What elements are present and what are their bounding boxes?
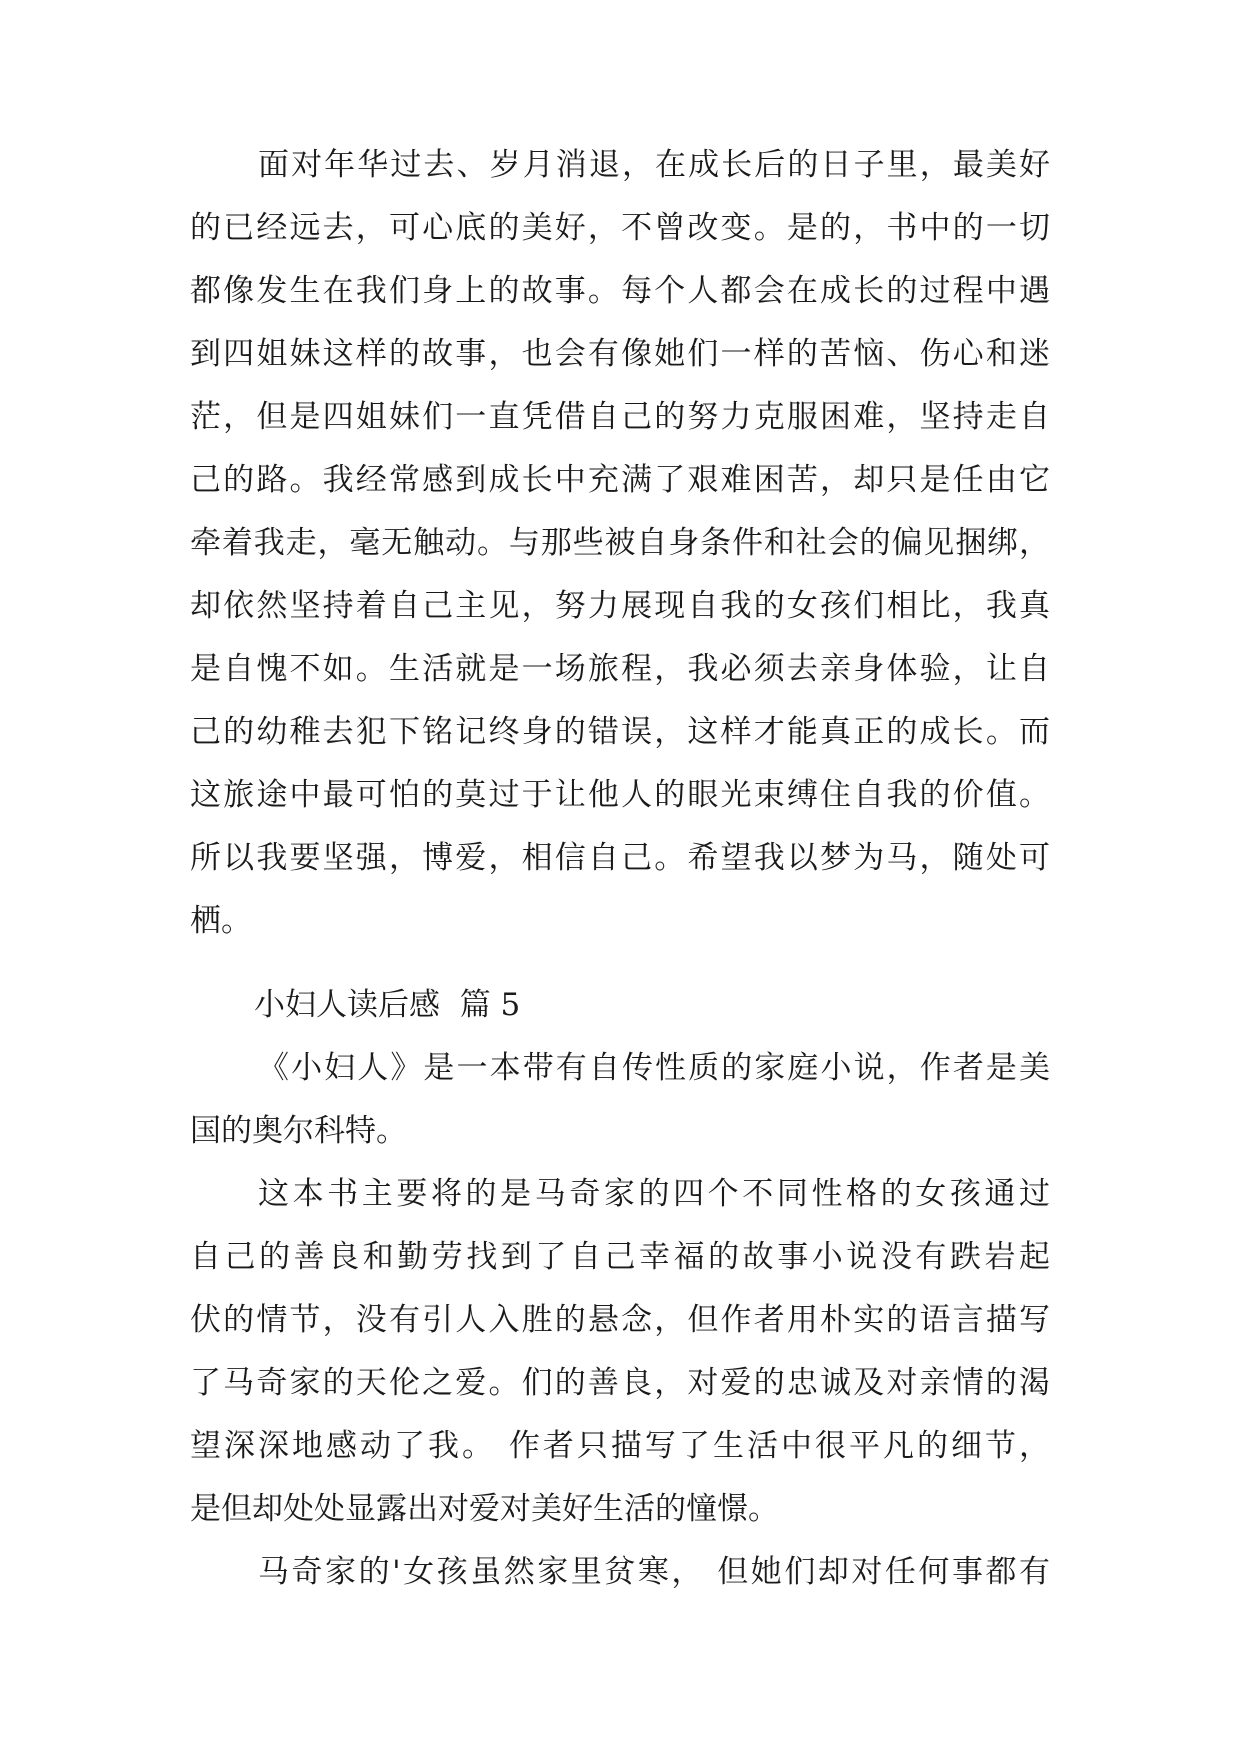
paragraph-3	[190, 1163, 1050, 1541]
text-line: 了马奇家的天伦之爱。们的善良，对爱的忠诚及对亲情的渴	[190, 1365, 1050, 1401]
text-line: 己的幼稚去犯下铭记终身的错误，这样才能真正的成长。而	[190, 714, 1050, 750]
text-line: 的已经远去，可心底的美好，不曾改变。是的，书中的一切	[190, 210, 1050, 246]
text-line: 马奇家的'女孩虽然家里贫寒， 但她们却对任何事都有	[258, 1554, 1050, 1590]
text-line: 望深深地感动了我。 作者只描写了生活中很平凡的细节，	[190, 1428, 1050, 1464]
text-line: 己的路。我经常感到成长中充满了艰难困苦，却只是任由它	[190, 462, 1050, 498]
text-line: 牵着我走，毫无触动。与那些被自身条件和社会的偏见捆绑，	[190, 525, 1050, 561]
text-line: 栖。	[190, 903, 252, 939]
text-line: 面对年华过去、岁月消退，在成长后的日子里，最美好	[258, 147, 1050, 183]
paragraph-4	[190, 1541, 1050, 1604]
text-line: 是但却处处显露出对爱对美好生活的憧憬。	[190, 1491, 779, 1527]
text-line: 所以我要坚强，博爱，相信自己。希望我以梦为马，随处可	[190, 840, 1050, 876]
text-line: 这旅途中最可怕的莫过于让他人的眼光束缚住自我的价值。	[190, 777, 1050, 813]
text-line: 国的奥尔科特。	[190, 1113, 407, 1149]
text-line: 却依然坚持着自己主见，努力展现自我的女孩们相比，我真	[190, 588, 1050, 624]
text-line: 《小妇人》是一本带有自传性质的家庭小说，作者是美	[258, 1050, 1050, 1086]
text-line: 是自愧不如。生活就是一场旅程，我必须去亲身体验，让自	[190, 651, 1050, 687]
text-line: 茫，但是四姐妹们一直凭借自己的努力克服困难，坚持走自	[190, 399, 1050, 435]
heading-text: 小妇人读后感 篇 5	[254, 987, 521, 1023]
text-line: 自己的善良和勤劳找到了自己幸福的故事小说没有跌岩起	[190, 1239, 1050, 1275]
text-line: 伏的情节，没有引人入胜的悬念，但作者用朴实的语言描写	[190, 1302, 1050, 1338]
paragraph-1	[190, 134, 1050, 953]
text-line: 这本书主要将的是马奇家的四个不同性格的女孩通过	[258, 1176, 1050, 1212]
text-line: 到四姐妹这样的故事，也会有像她们一样的苦恼、伤心和迷	[190, 336, 1050, 372]
paragraph-2	[190, 1037, 1050, 1163]
section-heading	[190, 974, 1050, 1037]
text-line: 都像发生在我们身上的故事。每个人都会在成长的过程中遇	[190, 273, 1050, 309]
